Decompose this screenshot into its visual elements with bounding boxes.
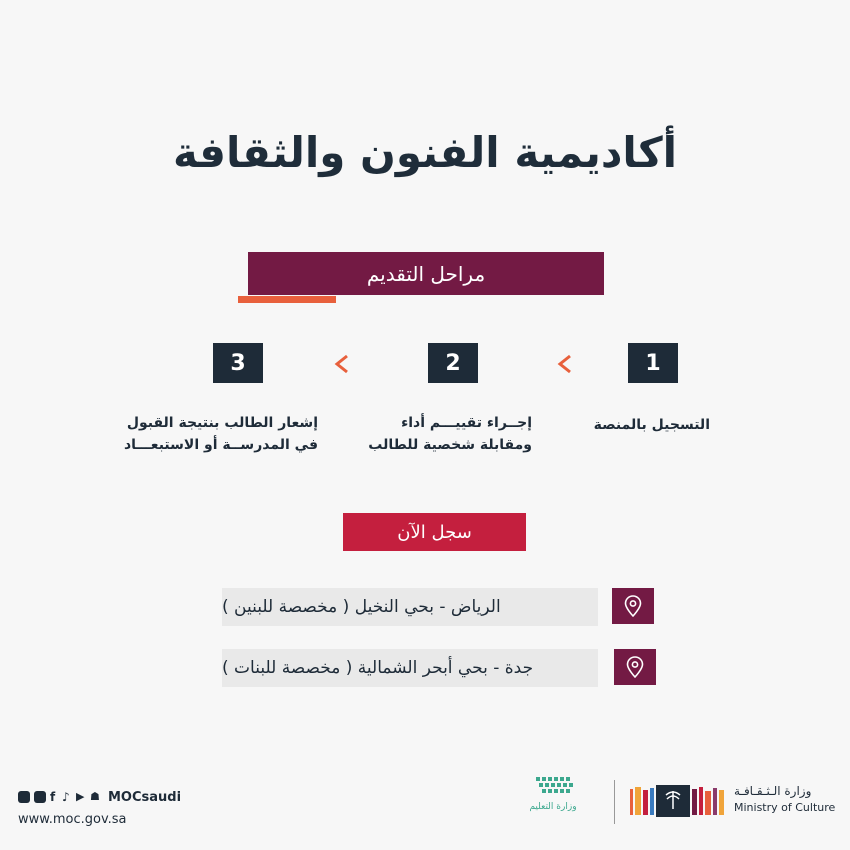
step-2-number: 2: [428, 343, 478, 383]
step-3-number: 3: [213, 343, 263, 383]
x-icon[interactable]: [18, 791, 30, 803]
step-1-text: التسجيل بالمنصة: [593, 417, 710, 433]
website-link[interactable]: www.moc.gov.sa: [18, 812, 127, 827]
chevron-left-icon: [333, 354, 353, 374]
tiktok-icon[interactable]: ♪: [62, 790, 70, 804]
chevron-left-icon: [556, 354, 576, 374]
youtube-icon[interactable]: ▶: [76, 790, 85, 803]
ministry-of-culture-arabic: وزارة الـثـقـافـة: [734, 784, 812, 798]
ministry-of-culture-logo: [630, 785, 730, 817]
location-text: جدة - بحي أبحر الشمالية ( مخصصة للبنات ): [222, 649, 598, 687]
location-pin-icon: [614, 649, 656, 685]
page-title: أكاديمية الفنون والثقافة: [172, 128, 678, 177]
step-2-text: إجــراء تقييـــم أداء ومقابلة شخصية للطالب: [368, 415, 532, 453]
location-item-jeddah: [222, 649, 656, 687]
location-text: الرياض - بحي النخيل ( مخصصة للبنين ): [222, 588, 598, 626]
ministry-of-education-logo: [506, 775, 606, 825]
facebook-icon[interactable]: f: [50, 790, 56, 804]
ministry-of-culture-english: Ministry of Culture: [734, 801, 836, 814]
instagram-icon[interactable]: [34, 791, 46, 803]
location-item-riyadh: [222, 588, 656, 626]
social-links: [18, 788, 181, 806]
footer-divider: [614, 780, 615, 824]
step-1-number: 1: [628, 343, 678, 383]
social-handle[interactable]: MOCsaudi: [108, 789, 182, 805]
stages-underline: [238, 296, 336, 303]
location-pin-icon: [612, 588, 654, 624]
step-3-text: إشعار الطالب بنتيجة القبول في المدرســة أو الاستبعـــاد: [124, 415, 318, 453]
ministry-of-education-label: وزارة التعليم: [529, 802, 577, 812]
footer-contact: [18, 788, 181, 827]
snapchat-icon[interactable]: ☗: [90, 790, 100, 803]
register-now-button[interactable]: سجل الآن: [343, 513, 526, 551]
stages-banner: مراحل التقديم: [248, 252, 604, 295]
